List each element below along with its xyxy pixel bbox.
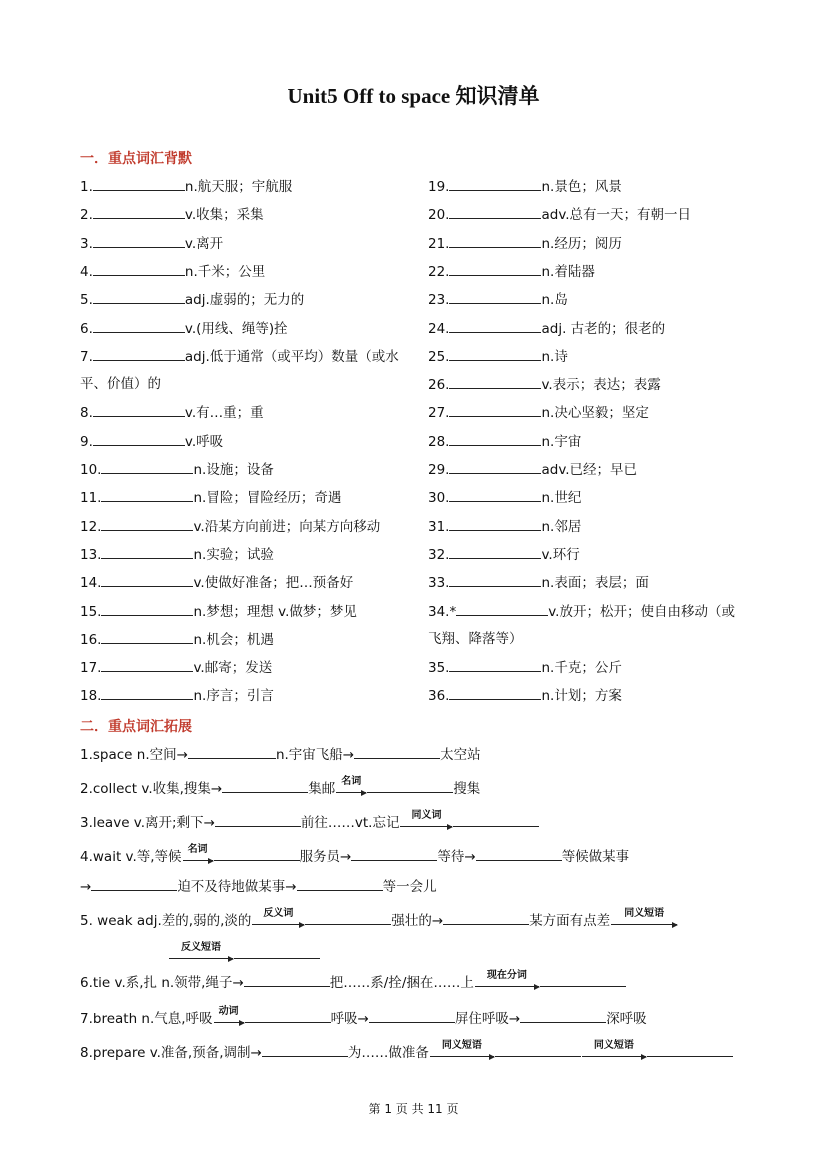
relation-arrow <box>430 1042 494 1057</box>
item-number: 10. <box>80 462 102 478</box>
item-definition: n.邻居 <box>541 518 582 535</box>
vocab-item <box>428 233 622 254</box>
item-definition: n.表面；表层；面 <box>541 575 649 592</box>
answer-blank[interactable] <box>449 233 541 248</box>
item-definition: n.序言；引言 <box>193 688 274 705</box>
vocab-item <box>80 176 292 197</box>
item-number: 11. <box>80 490 102 507</box>
answer-blank[interactable] <box>449 374 541 389</box>
answer-blank[interactable] <box>540 972 626 987</box>
answer-blank[interactable] <box>449 516 541 531</box>
item-number: 2. <box>80 207 93 224</box>
answer-blank[interactable] <box>449 487 541 502</box>
vocab-item <box>428 685 622 706</box>
vocab-item <box>428 261 595 282</box>
answer-blank[interactable] <box>245 1008 331 1023</box>
prompt-text: 3.leave v.离开;剩下→ <box>80 815 215 831</box>
answer-blank[interactable] <box>476 846 562 861</box>
arrow-label: 同义词 <box>411 810 442 821</box>
extension-row <box>80 846 629 867</box>
extension-row <box>80 812 539 833</box>
item-definition: n.实验；试验 <box>193 546 274 563</box>
vocab-item <box>428 204 691 225</box>
extension-row <box>80 744 481 765</box>
vocab-item <box>80 572 353 593</box>
item-definition: n.着陆器 <box>541 263 595 280</box>
item-definition: n.宇宙 <box>541 433 582 450</box>
prompt-text: 7.breath n.气息,呼吸 <box>80 1011 213 1027</box>
item-number: 19. <box>428 179 450 195</box>
extension-row <box>80 944 320 965</box>
item-definition: adj.低于通常（或平均）数量（或水 <box>184 348 399 365</box>
relation-arrow <box>169 944 233 959</box>
item-number: 5. <box>80 292 93 309</box>
vocab-item <box>428 374 661 395</box>
item-definition: v.使做好准备；把…预备好 <box>193 575 354 592</box>
answer-blank[interactable] <box>262 1042 348 1057</box>
vocab-item <box>428 431 581 452</box>
item-number: 16. <box>80 631 102 648</box>
extension-row <box>80 972 626 993</box>
item-number: 15. <box>80 603 102 620</box>
vocab-item <box>80 233 223 254</box>
prompt-text: 屏住呼吸→ <box>454 1011 521 1027</box>
vocab-item <box>80 601 357 622</box>
vocab-item <box>80 544 274 565</box>
item-definition: v.环行 <box>541 546 580 563</box>
item-number: 17. <box>80 660 102 677</box>
item-definition: n.千米；公里 <box>184 263 266 280</box>
item-definition: v.收集；采集 <box>184 207 264 224</box>
answer-blank[interactable] <box>449 459 541 474</box>
arrow-label: 动词 <box>218 1006 239 1017</box>
answer-blank[interactable] <box>101 685 193 700</box>
item-definition: n.决心坚毅；坚定 <box>541 405 649 422</box>
prompt-text: 深呼吸 <box>606 1011 647 1027</box>
item-number: 14. <box>80 575 102 592</box>
prompt-text: 太空站 <box>440 747 481 763</box>
section-heading-vocab: 一．重点词汇背默 <box>80 151 192 167</box>
answer-blank[interactable] <box>449 402 541 417</box>
vocab-item <box>428 402 649 423</box>
answer-blank[interactable] <box>93 402 185 417</box>
vocab-item <box>80 431 223 452</box>
item-number: 3. <box>80 235 93 252</box>
answer-blank[interactable] <box>456 601 548 616</box>
vocab-item <box>428 572 649 593</box>
answer-blank[interactable] <box>214 846 300 861</box>
item-definition: v.(用线、绳等)拴 <box>184 320 288 337</box>
item-number: 23. <box>428 292 450 309</box>
vocab-item <box>80 402 264 423</box>
prompt-text: 4.wait v.等,等候 <box>80 849 182 865</box>
arrow-label: 名词 <box>341 776 362 787</box>
vocab-item <box>428 176 622 197</box>
item-definition: n.景色；风景 <box>541 179 622 195</box>
answer-blank[interactable] <box>647 1042 733 1057</box>
vocab-item <box>80 487 341 508</box>
item-number: 33. <box>428 575 450 592</box>
vocab-item <box>80 459 274 480</box>
arrow-label: 名词 <box>187 844 208 855</box>
answer-blank[interactable] <box>93 233 185 248</box>
answer-blank[interactable] <box>101 487 193 502</box>
item-number: 9. <box>80 433 93 450</box>
vocab-item <box>80 204 264 225</box>
item-definition: n.世纪 <box>541 490 582 507</box>
item-number: 13. <box>80 546 102 563</box>
vocab-item <box>80 318 288 339</box>
answer-blank[interactable] <box>93 318 185 333</box>
prompt-text: → <box>80 879 92 895</box>
item-number: 31. <box>428 518 450 535</box>
item-number: 26. <box>428 377 450 394</box>
answer-blank[interactable] <box>449 204 541 219</box>
relation-arrow <box>582 1042 646 1057</box>
relation-arrow <box>336 778 366 793</box>
item-number: 20. <box>428 207 450 224</box>
item-definition: adj.虚弱的；无力的 <box>184 292 305 309</box>
vocab-item <box>428 318 665 339</box>
answer-blank[interactable] <box>443 910 529 925</box>
arrow-label: 同义短语 <box>624 908 665 919</box>
relation-arrow <box>252 910 304 925</box>
answer-blank[interactable] <box>369 1008 455 1023</box>
item-number: 12. <box>80 518 102 535</box>
prompt-text: 前往……vt.忘记 <box>300 815 400 831</box>
vocab-item <box>80 289 304 310</box>
answer-blank[interactable] <box>101 572 193 587</box>
extension-row <box>80 1042 733 1063</box>
relation-arrow <box>400 812 452 827</box>
prompt-text: 5. weak adj.差的,弱的,淡的 <box>80 913 252 929</box>
section-heading-extension: 二．重点词汇拓展 <box>80 719 192 735</box>
answer-blank[interactable] <box>449 318 541 333</box>
item-definition: v.呼吸 <box>184 433 224 450</box>
item-number: 22. <box>428 263 450 280</box>
answer-blank[interactable] <box>453 812 539 827</box>
vocab-item <box>428 346 568 367</box>
answer-blank[interactable] <box>101 629 193 644</box>
item-definition-continued: 平、价值）的 <box>80 376 161 393</box>
prompt-text: 某方面有点差 <box>529 913 611 929</box>
vocab-item <box>428 601 735 622</box>
prompt-text: 迫不及待地做某事→ <box>177 879 297 895</box>
vocab-item <box>428 459 637 480</box>
item-number: 7. <box>80 348 93 365</box>
answer-blank[interactable] <box>93 346 185 361</box>
item-definition: n.设施；设备 <box>193 462 274 478</box>
arrow-label: 同义短语 <box>441 1040 482 1051</box>
item-number: 36. <box>428 688 450 705</box>
answer-blank[interactable] <box>222 778 308 793</box>
arrow-label: 反义短语 <box>181 942 221 953</box>
answer-blank[interactable] <box>449 657 541 672</box>
item-definition: adj. 古老的；很老的 <box>541 320 666 337</box>
vocab-item <box>80 346 399 367</box>
answer-blank[interactable] <box>234 944 320 959</box>
prompt-text: 集邮 <box>308 781 336 797</box>
prompt-text: 搜集 <box>453 781 481 797</box>
item-number: 25. <box>428 348 450 365</box>
item-definition: adv.已经；早已 <box>541 462 638 478</box>
item-definition: v.沿某方向前进；向某方向移动 <box>193 518 381 535</box>
answer-blank[interactable] <box>93 289 185 304</box>
vocab-item <box>428 516 581 537</box>
vocab-item <box>428 487 581 508</box>
vocab-item <box>80 685 274 706</box>
vocab-item <box>428 544 580 565</box>
relation-arrow <box>214 1008 244 1023</box>
item-number: 35. <box>428 660 450 677</box>
item-definition: v.离开 <box>184 235 224 252</box>
item-number: 6. <box>80 320 93 337</box>
answer-blank[interactable] <box>93 176 185 191</box>
item-number: 8. <box>80 405 93 422</box>
answer-blank[interactable] <box>297 876 383 891</box>
item-number: 1. <box>80 179 93 195</box>
arrow-label: 反义词 <box>263 908 294 919</box>
relation-arrow <box>183 846 213 861</box>
item-definition: v.邮寄；发送 <box>193 660 273 677</box>
answer-blank[interactable] <box>449 685 541 700</box>
answer-blank[interactable] <box>354 744 440 759</box>
answer-blank[interactable] <box>367 778 453 793</box>
item-number: 29. <box>428 462 450 478</box>
extension-row <box>80 876 437 897</box>
item-number: 32. <box>428 546 450 563</box>
answer-blank[interactable] <box>188 744 276 759</box>
prompt-text: 强壮的→ <box>391 913 444 929</box>
prompt-text: 6.tie v.系,扎 n.领带,绳子→ <box>80 975 244 991</box>
extension-row <box>80 910 678 931</box>
page-title: Unit5 Off to space 知识清单 <box>287 84 540 108</box>
vocab-item <box>80 657 272 678</box>
answer-blank[interactable] <box>449 176 541 191</box>
vocab-item <box>428 289 568 310</box>
answer-blank[interactable] <box>215 812 301 827</box>
item-definition: n.计划；方案 <box>541 688 622 705</box>
prompt-text: 呼吸→ <box>330 1011 369 1027</box>
prompt-text: 1.space n.空间→ <box>80 747 188 763</box>
item-number: 30. <box>428 490 450 507</box>
item-definition: adv.总有一天；有朝一日 <box>541 207 692 224</box>
item-definition: v.放开；松开；使自由移动（或 <box>548 603 735 620</box>
answer-blank[interactable] <box>449 431 541 446</box>
vocab-item <box>80 629 274 650</box>
answer-blank[interactable] <box>449 544 541 559</box>
answer-blank[interactable] <box>101 459 193 474</box>
item-number: 34.* <box>428 603 457 620</box>
item-definition: n.岛 <box>541 292 568 309</box>
answer-blank[interactable] <box>93 431 185 446</box>
answer-blank[interactable] <box>93 204 185 219</box>
answer-blank[interactable] <box>101 657 193 672</box>
extension-row <box>80 1008 647 1029</box>
answer-blank[interactable] <box>101 544 193 559</box>
vocab-item <box>80 261 265 282</box>
prompt-text: 等候做某事 <box>561 849 630 865</box>
item-number: 24. <box>428 320 450 337</box>
prompt-text: 2.collect v.收集,搜集→ <box>80 781 223 797</box>
item-definition-continued: 飞翔、降落等） <box>428 630 523 647</box>
vocab-item <box>80 516 380 537</box>
prompt-text: 等一会儿 <box>382 879 437 895</box>
answer-blank[interactable] <box>101 601 193 616</box>
answer-blank[interactable] <box>101 516 193 531</box>
vocab-item <box>428 657 622 678</box>
answer-blank[interactable] <box>495 1042 581 1057</box>
arrow-label: 同义短语 <box>593 1040 634 1051</box>
answer-blank[interactable] <box>244 972 330 987</box>
item-definition: n.经历；阅历 <box>541 235 622 252</box>
answer-blank[interactable] <box>305 910 391 925</box>
answer-blank[interactable] <box>93 261 185 276</box>
item-number: 21. <box>428 235 450 252</box>
prompt-text: 服务员→ <box>299 849 352 865</box>
prompt-text: 等待→ <box>437 849 476 865</box>
prompt-text: 为……做准备 <box>347 1045 429 1061</box>
item-number: 4. <box>80 263 93 280</box>
item-definition: v.表示；表达；表露 <box>541 377 661 394</box>
answer-blank[interactable] <box>449 289 541 304</box>
page-footer: 第 1 页 共 11 页 <box>368 1102 459 1116</box>
answer-blank[interactable] <box>351 846 437 861</box>
arrow-label: 现在分词 <box>486 970 527 981</box>
item-number: 28. <box>428 433 450 450</box>
prompt-text: 8.prepare v.准备,预备,调制→ <box>80 1045 262 1061</box>
item-definition: n.梦想；理想 v.做梦；梦见 <box>193 603 357 620</box>
answer-blank[interactable] <box>91 876 177 891</box>
item-definition: n.千克；公斤 <box>541 660 622 677</box>
extension-row <box>80 778 480 799</box>
item-number: 18. <box>80 688 102 705</box>
answer-blank[interactable] <box>520 1008 606 1023</box>
item-definition: n.机会；机遇 <box>193 631 274 648</box>
answer-blank[interactable] <box>449 261 541 276</box>
answer-blank[interactable] <box>449 346 541 361</box>
prompt-text: 把……系/拴/捆在……上 <box>329 975 474 991</box>
item-definition: v.有…重；重 <box>184 405 264 422</box>
relation-arrow <box>611 910 677 925</box>
relation-arrow <box>475 972 539 987</box>
item-number: 27. <box>428 405 450 422</box>
prompt-text: n.宇宙飞船→ <box>275 747 355 763</box>
item-definition: n.诗 <box>541 348 568 365</box>
item-definition: n.冒险；冒险经历；奇遇 <box>193 490 342 507</box>
item-definition: n.航天服；宇航服 <box>184 179 293 195</box>
answer-blank[interactable] <box>449 572 541 587</box>
